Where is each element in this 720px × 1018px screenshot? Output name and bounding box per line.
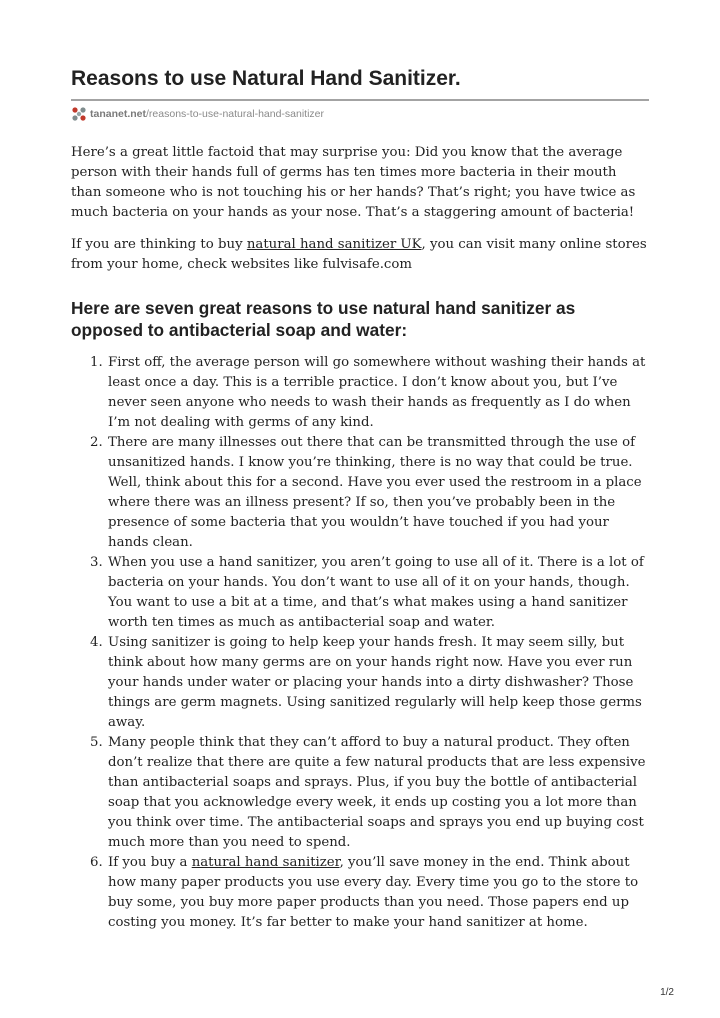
source-domain[interactable]: tananet.net bbox=[90, 108, 147, 120]
source-line bbox=[71, 106, 324, 122]
list-item-text: Using sanitizer is going to help keep your hands fresh. It may seem silly, but think about how many germs are on your hands right now. Have you ever run your hands under water or placing your hands into a dirty dishwasher? Those things are germ magnets. Using sanitized regularly will help keep those germs away. bbox=[108, 635, 642, 730]
source-path[interactable]: /reasons-to-use-natural-hand-sanitizer bbox=[146, 108, 325, 120]
page-number: 1/2 bbox=[660, 987, 674, 998]
list-item bbox=[71, 633, 651, 733]
list-item-text: When you use a hand sanitizer, you aren’t going to use all of it. There is a lot of bacteria on your hands. You don’t want to use all of it on your hands, though. You want to use a bit at a time, and that’s what makes using a hand sanitizer worth ten times as much as antibacterial soap and water. bbox=[108, 555, 644, 630]
page-title: Reasons to use Natural Hand Sanitizer. bbox=[71, 67, 461, 90]
buy-text-after: , you can visit many online stores from your home, check websites like fulvisafe.com bbox=[71, 237, 647, 272]
list-number: 6. bbox=[90, 855, 103, 870]
title-divider bbox=[71, 99, 649, 101]
list-number: 4. bbox=[90, 635, 103, 650]
list-number: 1. bbox=[90, 355, 103, 370]
list-item-text: Many people think that they can’t afford to buy a natural product. They often don’t realize that there are quite a few natural products that are less expensive than antibacterial soaps and sprays. Plus, if you buy the bottle of antibacterial soap that you acknowledge every week, it ends up costing you a lot more than you think over time. The antibacterial soaps and sprays you end up buying cost much more than you need to spend. bbox=[108, 735, 646, 850]
list-item bbox=[71, 433, 651, 553]
list-item-text-before: If you buy a bbox=[108, 855, 192, 870]
natural-hand-sanitizer-link[interactable]: natural hand sanitizer bbox=[191, 855, 340, 870]
list-item-text-after: , you’ll save money in the end. Think about how many paper products you use every day. Every time you go to the store to buy some, you buy more paper products than you need. Those papers end up costing you money. It’s far better to make your hand sanitizer at home. bbox=[108, 855, 639, 930]
natural-hand-sanitizer-uk-link[interactable]: natural hand sanitizer UK bbox=[246, 237, 422, 252]
list-number: 5. bbox=[90, 735, 103, 750]
list-item bbox=[71, 353, 651, 433]
list-item-text: First off, the average person will go somewhere without washing their hands at least once a day. This is a terrible practice. I don’t know about you, but I’ve never seen anyone who needs to wash their hands as frequently as I do when I’m not dealing with germs of any kind. bbox=[108, 355, 646, 430]
list-number: 3. bbox=[90, 555, 103, 570]
buy-text-before: If you are thinking to buy bbox=[71, 237, 247, 252]
tananet-logo-icon bbox=[71, 106, 87, 122]
reasons-heading: Here are seven great reasons to use natural hand sanitizer as opposed to antibacterial soap and water: bbox=[71, 298, 576, 340]
list-number: 2. bbox=[90, 435, 103, 450]
list-item bbox=[71, 853, 651, 933]
list-item-text: There are many illnesses out there that can be transmitted through the use of unsanitized hands. I know you’re thinking, there is no way that could be true. Well, think about this for a second. Have you ever used the restroom in a place where there was an illness present? If so, then you’ve probably been in the presence of some bacteria that you wouldn’t have touched if you had your hands clean. bbox=[108, 435, 642, 550]
list-item bbox=[71, 553, 651, 633]
reasons-list bbox=[71, 353, 651, 933]
list-item bbox=[71, 733, 651, 853]
buy-paragraph bbox=[71, 235, 651, 275]
intro-paragraph: Here’s a great little factoid that may surprise you: Did you know that the average person with their hands full of germs has ten times more bacteria in their mouth than someone who is not touching his or her hands? That’s right; you have twice as much bacteria on your hands as your nose. That’s a staggering amount of bacteria! bbox=[71, 145, 636, 220]
